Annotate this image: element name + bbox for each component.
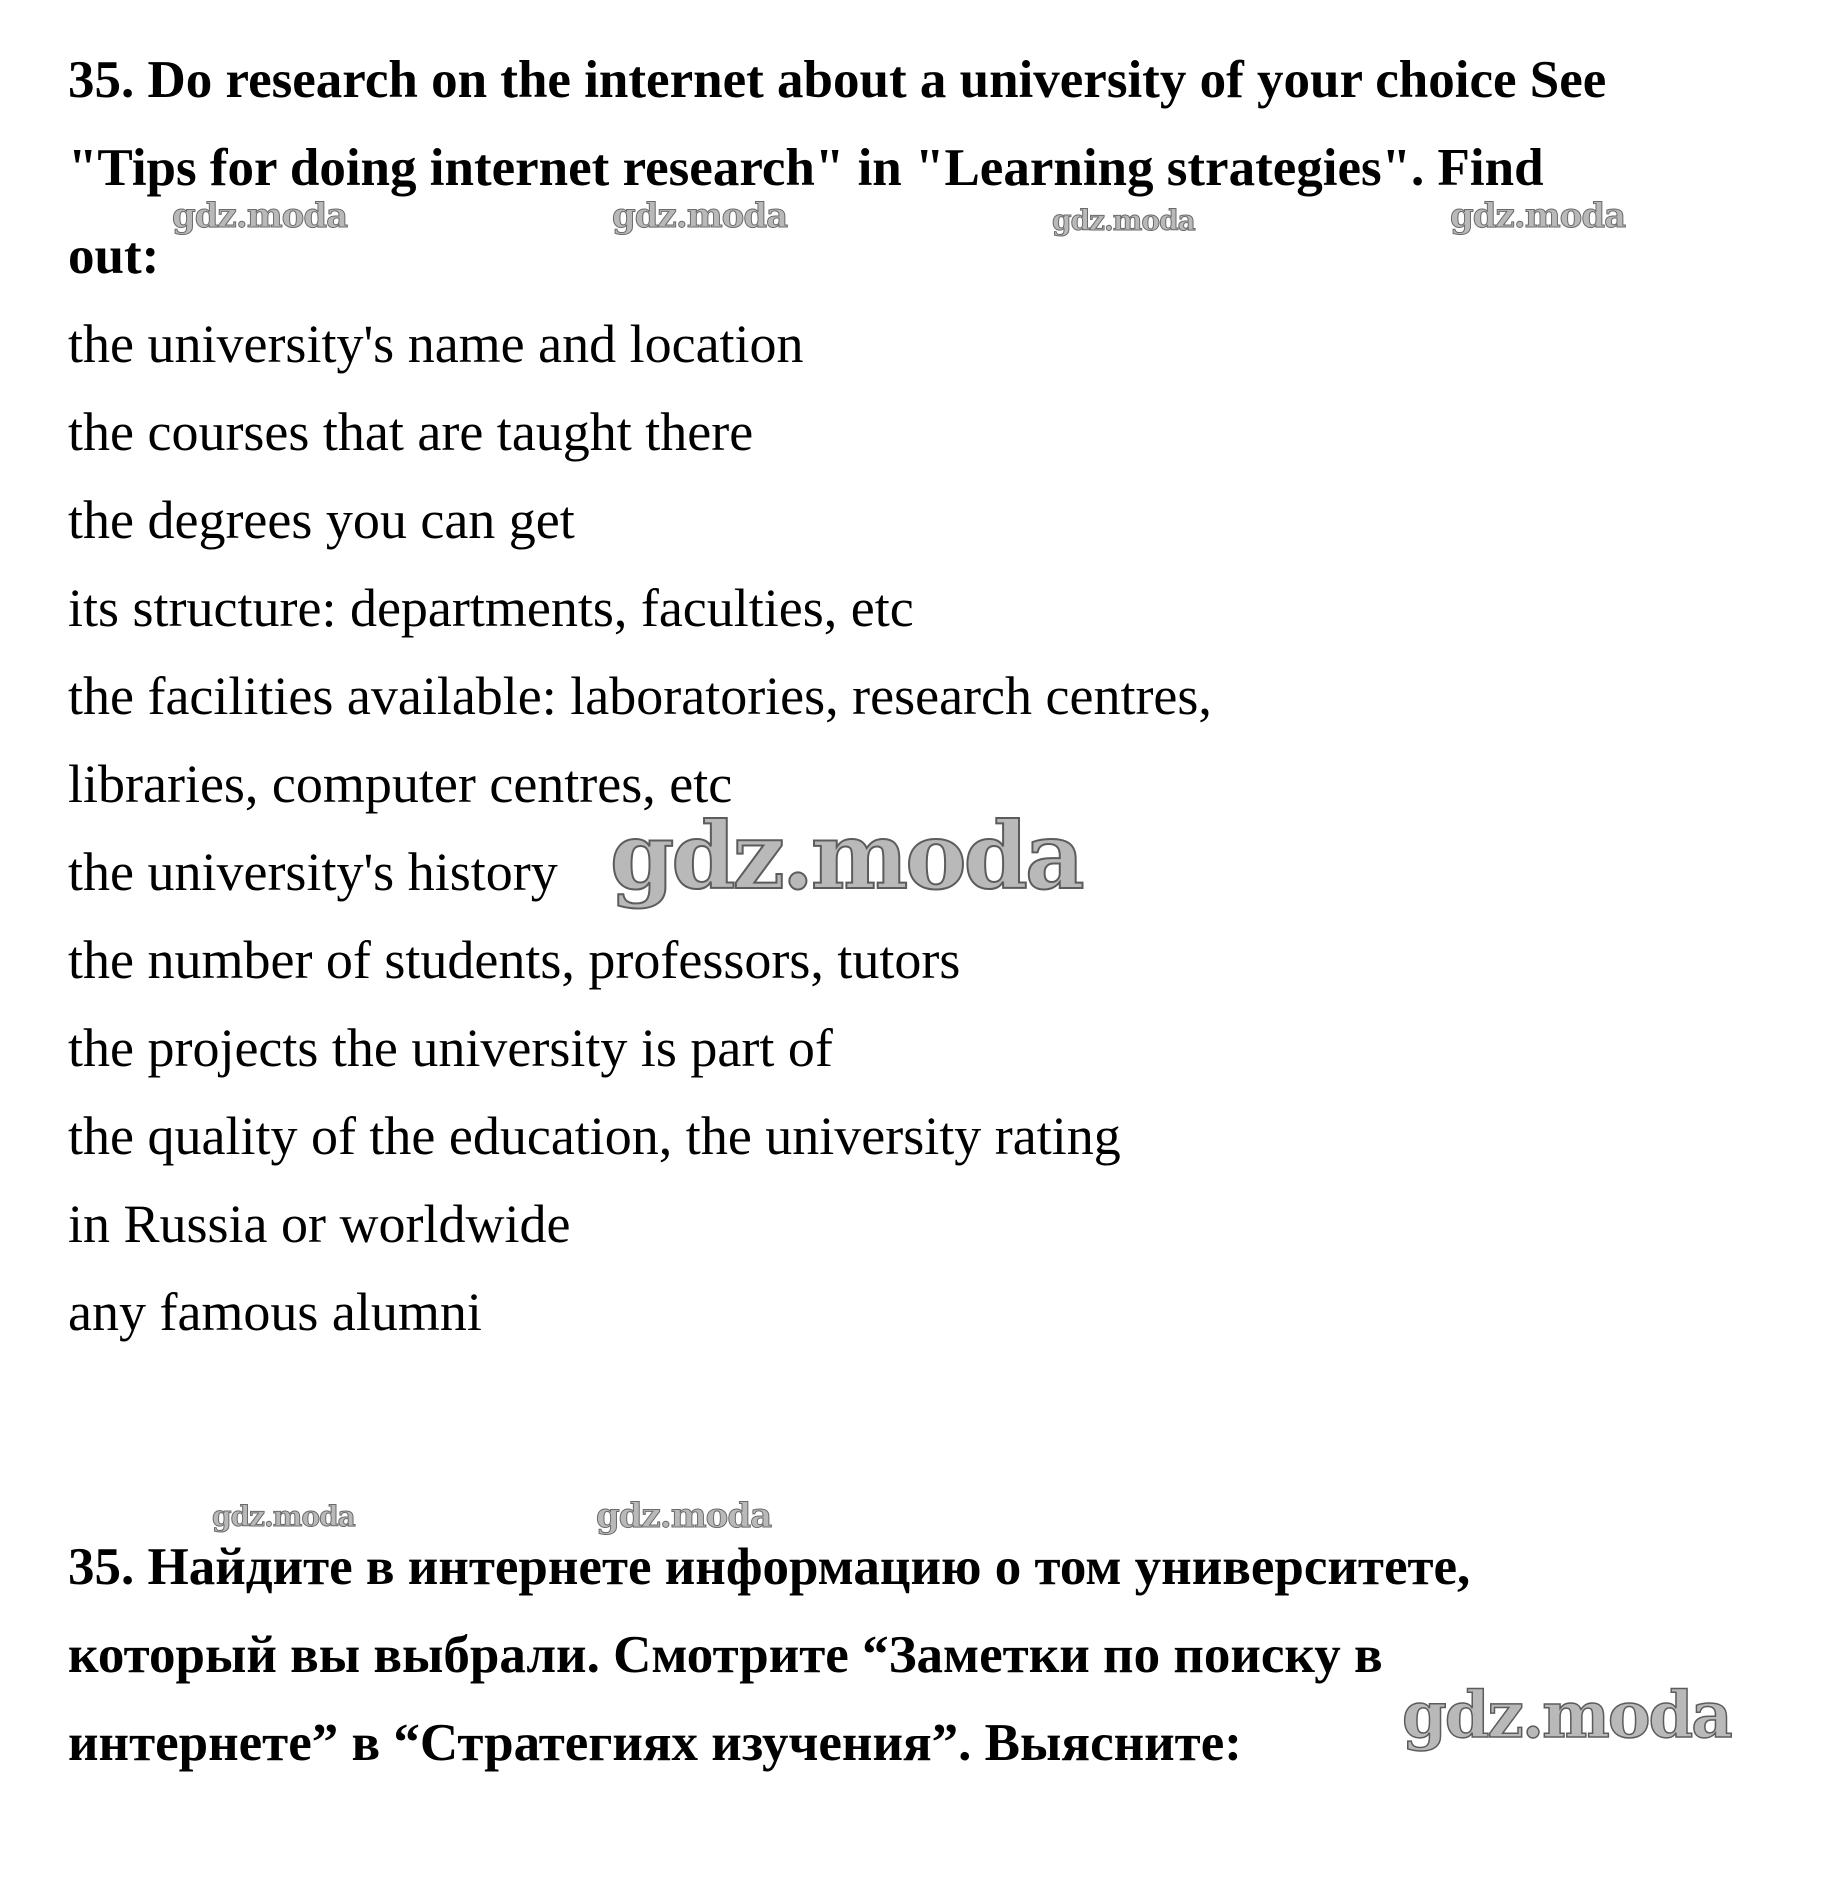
- exercise-heading-en: [68, 36, 1808, 300]
- list-item: its structure: departments, faculties, etc: [68, 578, 914, 638]
- list-item: libraries, computer centres, etc: [68, 754, 733, 814]
- watermark: gdz.moda: [1402, 1678, 1731, 1753]
- heading-line: "Tips for doing internet research" in "Learning strategies". Find: [68, 139, 1544, 197]
- watermark: gdz.moda: [596, 1496, 772, 1536]
- list-item: the quality of the education, the university rating: [68, 1106, 1121, 1166]
- list-item: any famous alumni: [68, 1282, 482, 1342]
- list-item: in Russia or worldwide: [68, 1194, 571, 1254]
- watermark: gdz.moda: [172, 196, 348, 236]
- heading-line: out:: [68, 227, 160, 285]
- heading-line: 35. Do research on the internet about a university of your choice See: [68, 51, 1607, 109]
- list-item: the number of students, professors, tutors: [68, 930, 961, 990]
- watermark: gdz.moda: [212, 1500, 355, 1533]
- list-item: the facilities available: laboratories, research centres,: [68, 666, 1212, 726]
- watermark: gdz.moda: [610, 802, 1082, 910]
- list-item: the projects the university is part of: [68, 1018, 833, 1078]
- list-item: the degrees you can get: [68, 490, 575, 550]
- heading-line: интернете” в “Стратегиях изучения”. Выясните:: [68, 1714, 1242, 1772]
- list-item: the courses that are taught there: [68, 402, 754, 462]
- watermark: gdz.moda: [612, 196, 788, 236]
- heading-line: 35. Найдите в интернете информацию о том университете,: [68, 1538, 1471, 1596]
- watermark: gdz.moda: [1450, 196, 1626, 236]
- watermark: gdz.moda: [1052, 204, 1195, 237]
- heading-line: который вы выбрали. Смотрите “Заметки по поиску в: [68, 1626, 1383, 1684]
- list-item: the university's name and location: [68, 314, 804, 374]
- list-item: the university's history: [68, 842, 558, 902]
